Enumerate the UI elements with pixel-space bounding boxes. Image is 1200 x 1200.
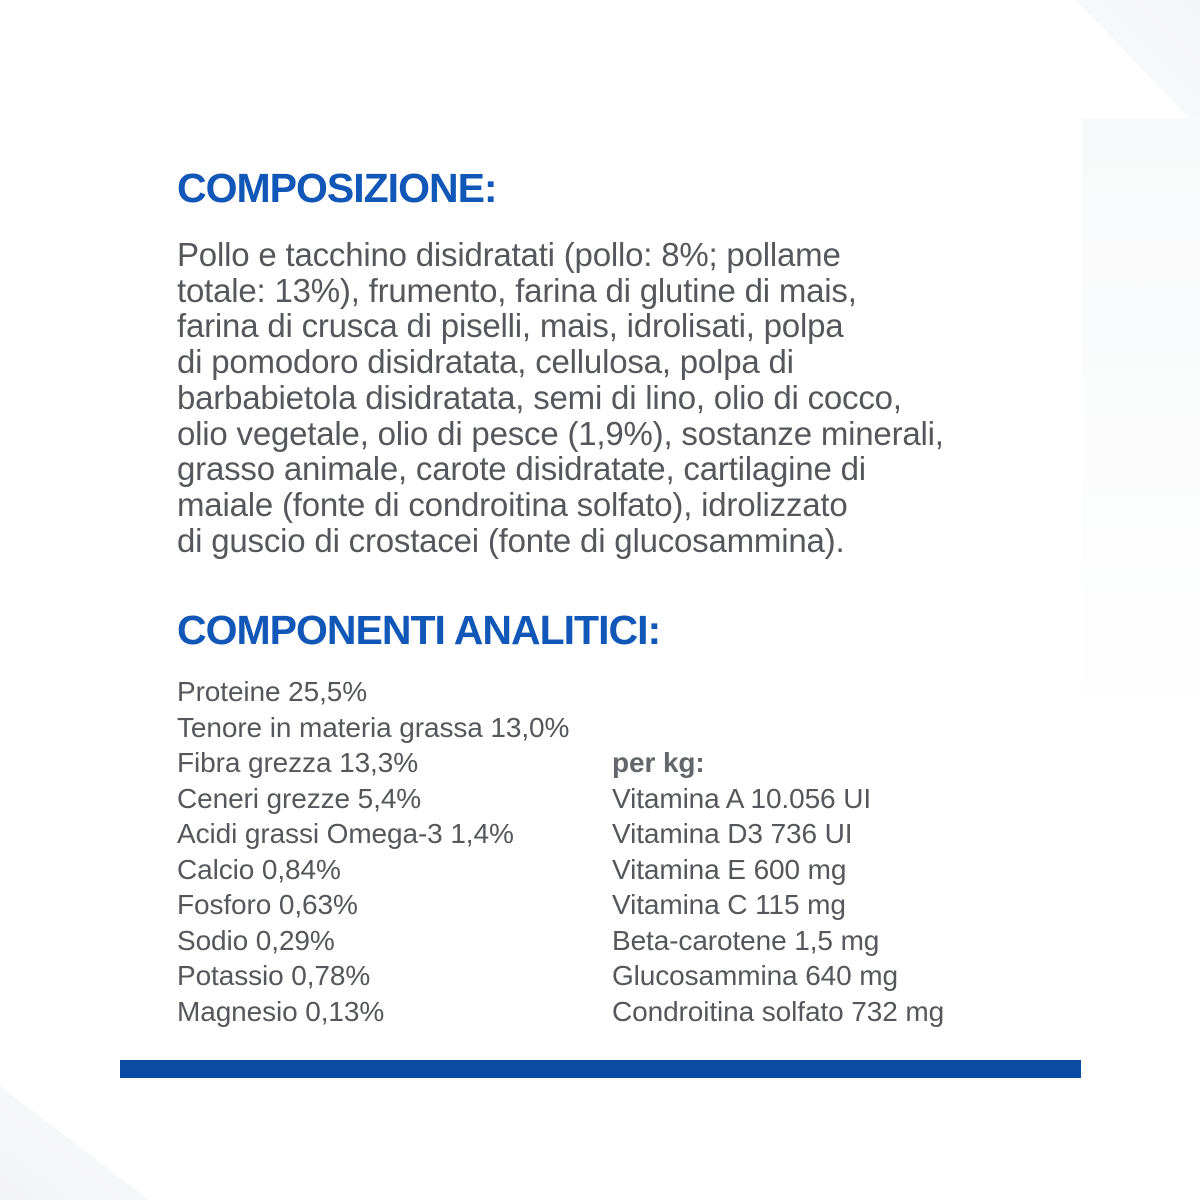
- package-edge-shade-right: [1082, 118, 1200, 738]
- package-edge-shade-bottom-left: [0, 1085, 150, 1200]
- analytical-item: Ceneri grezze 5,4%: [177, 782, 422, 814]
- package-edge-shade-top-right: [1075, 0, 1200, 130]
- composition-line: di guscio di crostacei (fonte di glucosammina).: [177, 521, 845, 559]
- composition-line: di pomodoro disidratata, cellulosa, polpa di: [177, 343, 794, 381]
- analytical-item: Acidi grassi Omega-3 1,4%: [177, 818, 514, 849]
- analytical-item: Potassio 0,78%: [177, 960, 371, 991]
- per-kg-item: Vitamina C 115 mg: [612, 889, 846, 920]
- analytical-left-column: [177, 674, 569, 1029]
- analytical-right-column: [612, 745, 944, 1029]
- analytical-item: Proteine 25,5%: [177, 676, 368, 707]
- analytical-item: Calcio 0,84%: [177, 853, 341, 885]
- footer-accent-bar: [120, 1060, 1081, 1078]
- per-kg-item: Glucosammina 640 mg: [612, 960, 899, 991]
- composition-line: barbabietola disidratata, semi di lino, olio di cocco,: [177, 378, 902, 416]
- analytical-item: Magnesio 0,13%: [177, 995, 385, 1027]
- per-kg-item: Vitamina D3 736 UI: [612, 818, 853, 849]
- composition-line: totale: 13%), frumento, farina di glutine di mais,: [177, 271, 857, 309]
- per-kg-item: Vitamina A 10.056 UI: [612, 782, 871, 814]
- analytical-item: Sodio 0,29%: [177, 924, 335, 956]
- analytical-item: Tenore in materia grassa 13,0%: [177, 711, 570, 743]
- per-kg-label: per kg:: [612, 747, 705, 778]
- composition-heading: COMPOSIZIONE:: [177, 165, 497, 211]
- composition-ingredients-text: [177, 237, 944, 558]
- composition-line: Pollo e tacchino disidratati (pollo: 8%; pollame: [177, 236, 841, 273]
- analytical-item: Fibra grezza 13,3%: [177, 747, 418, 778]
- composition-line: farina di crusca di piselli, mais, idrolisati, polpa: [177, 307, 844, 345]
- per-kg-item: Beta-carotene 1,5 mg: [612, 924, 880, 956]
- per-kg-list: [612, 781, 944, 1030]
- composition-line: maiale (fonte di condroitina solfato), idrolizzato: [177, 485, 848, 523]
- per-kg-item: Condroitina solfato 732 mg: [612, 995, 945, 1027]
- analytical-components-heading: COMPONENTI ANALITICI:: [177, 607, 661, 653]
- composition-line: grasso animale, carote disidratate, cartilagine di: [177, 450, 866, 488]
- analytical-item: Fosforo 0,63%: [177, 889, 358, 920]
- per-kg-item: Vitamina E 600 mg: [612, 853, 847, 885]
- composition-line: olio vegetale, olio di pesce (1,9%), sostanze minerali,: [177, 414, 944, 452]
